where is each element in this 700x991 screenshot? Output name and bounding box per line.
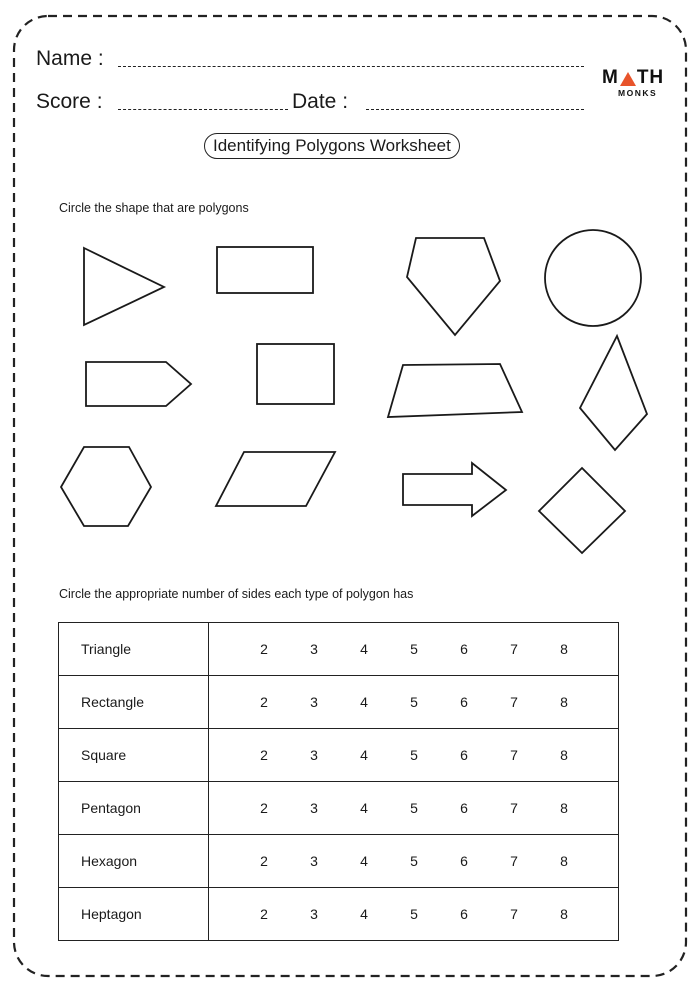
side-count-option[interactable]: 7 <box>510 641 518 657</box>
side-count-option[interactable]: 6 <box>460 853 468 869</box>
circle-shape[interactable] <box>545 230 641 326</box>
side-count-option[interactable]: 8 <box>560 853 568 869</box>
polygon-name-cell: Heptagon <box>59 888 209 941</box>
table-row <box>59 623 619 676</box>
side-count-option[interactable]: 3 <box>310 800 318 816</box>
polygon-sides-table <box>58 622 619 941</box>
side-count-option[interactable]: 8 <box>560 747 568 763</box>
side-count-option[interactable]: 2 <box>260 800 268 816</box>
side-options-cell <box>209 623 619 676</box>
side-count-option[interactable]: 6 <box>460 906 468 922</box>
table-row <box>59 729 619 782</box>
trapezoid-shape[interactable] <box>388 364 522 417</box>
side-count-option[interactable]: 5 <box>410 641 418 657</box>
name-label: Name : <box>36 47 104 70</box>
pentagonal-arrow-shape[interactable] <box>86 362 191 406</box>
side-options-cell <box>209 676 619 729</box>
parallelogram-shape[interactable] <box>216 452 335 506</box>
side-count-option[interactable]: 5 <box>410 747 418 763</box>
pentagon-shape[interactable] <box>407 238 500 335</box>
kite-shape[interactable] <box>580 336 647 450</box>
side-count-option[interactable]: 2 <box>260 906 268 922</box>
side-options-cell <box>209 835 619 888</box>
side-count-option[interactable]: 2 <box>260 641 268 657</box>
side-count-option[interactable]: 6 <box>460 694 468 710</box>
side-count-option[interactable]: 3 <box>310 641 318 657</box>
polygon-name-cell: Rectangle <box>59 676 209 729</box>
side-count-option[interactable]: 8 <box>560 641 568 657</box>
side-count-option[interactable]: 7 <box>510 906 518 922</box>
polygon-name-cell: Pentagon <box>59 782 209 835</box>
side-count-option[interactable]: 4 <box>360 800 368 816</box>
logo-text-monks: MONKS <box>618 88 658 98</box>
polygon-name-cell: Triangle <box>59 623 209 676</box>
side-count-option[interactable]: 6 <box>460 747 468 763</box>
side-count-option[interactable]: 3 <box>310 747 318 763</box>
side-count-option[interactable]: 5 <box>410 906 418 922</box>
table-row <box>59 782 619 835</box>
side-count-option[interactable]: 3 <box>310 906 318 922</box>
side-count-option[interactable]: 6 <box>460 800 468 816</box>
polygon-name-cell: Square <box>59 729 209 782</box>
triangle-shape[interactable] <box>84 248 164 325</box>
table-row <box>59 888 619 941</box>
logo-text-m: M <box>602 67 619 88</box>
side-count-option[interactable]: 8 <box>560 906 568 922</box>
rectangle-shape[interactable] <box>217 247 313 293</box>
side-count-option[interactable]: 3 <box>310 694 318 710</box>
logo-text-th: TH <box>636 67 665 88</box>
table-row <box>59 676 619 729</box>
side-options-cell <box>209 782 619 835</box>
rhombus-shape[interactable] <box>539 468 625 553</box>
side-count-option[interactable]: 4 <box>360 641 368 657</box>
date-label: Date : <box>292 90 349 113</box>
polygon-name-cell: Hexagon <box>59 835 209 888</box>
side-count-option[interactable]: 7 <box>510 853 518 869</box>
score-label: Score : <box>36 90 103 113</box>
side-count-option[interactable]: 8 <box>560 694 568 710</box>
side-count-option[interactable]: 5 <box>410 800 418 816</box>
worksheet-title: Identifying Polygons Worksheet <box>204 133 460 159</box>
side-count-option[interactable]: 4 <box>360 747 368 763</box>
side-count-option[interactable]: 3 <box>310 853 318 869</box>
side-count-option[interactable]: 5 <box>410 853 418 869</box>
side-count-option[interactable]: 8 <box>560 800 568 816</box>
side-count-option[interactable]: 7 <box>510 694 518 710</box>
side-count-option[interactable]: 5 <box>410 694 418 710</box>
side-count-option[interactable]: 2 <box>260 853 268 869</box>
side-count-option[interactable]: 2 <box>260 747 268 763</box>
table-row <box>59 835 619 888</box>
side-count-option[interactable]: 4 <box>360 906 368 922</box>
side-count-option[interactable]: 7 <box>510 800 518 816</box>
side-options-cell <box>209 888 619 941</box>
square-shape[interactable] <box>257 344 334 404</box>
side-count-option[interactable]: 6 <box>460 641 468 657</box>
side-count-option[interactable]: 4 <box>360 853 368 869</box>
side-count-option[interactable]: 2 <box>260 694 268 710</box>
side-count-option[interactable]: 4 <box>360 694 368 710</box>
side-count-option[interactable]: 7 <box>510 747 518 763</box>
section1-instruction: Circle the shape that are polygons <box>59 201 249 215</box>
hexagon-shape[interactable] <box>61 447 151 526</box>
side-options-cell <box>209 729 619 782</box>
arrow-shape[interactable] <box>403 463 506 516</box>
section2-instruction: Circle the appropriate number of sides each type of polygon has <box>59 587 414 601</box>
